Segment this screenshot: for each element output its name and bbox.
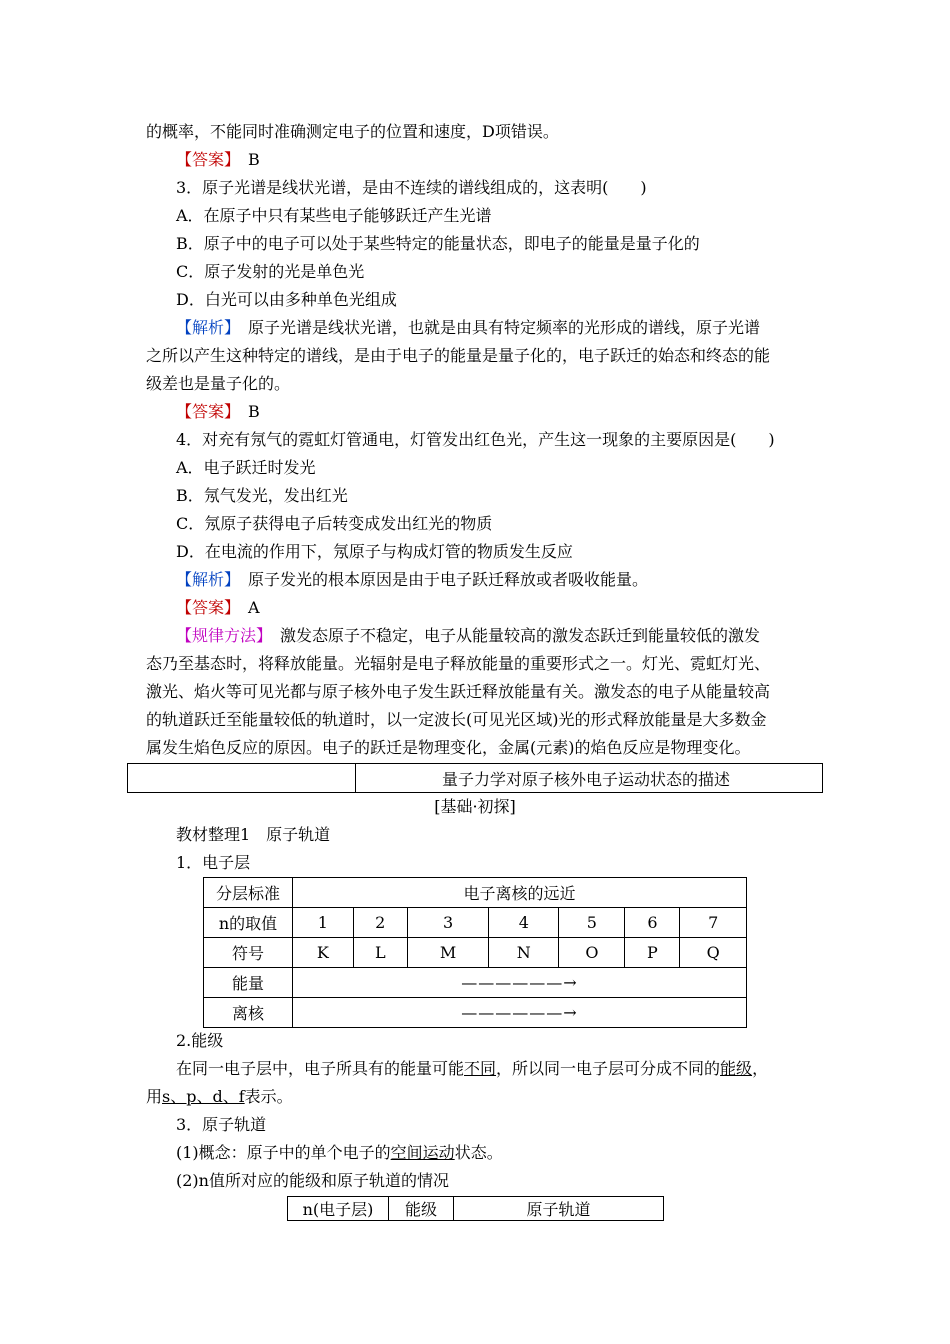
q4-answer: A [248,598,260,617]
n-value: 6 [625,908,680,938]
rule-line-5: 属发生焰色反应的原因。电子的跃迁是物理变化，金属(元素)的焰色反应是物理变化。 [146,738,751,757]
distance-arrow: ——————→ [293,998,747,1028]
q4-option-c: C．氖原子获得电子后转变成发出红光的物质 [176,514,493,533]
q3-analysis-3: 级差也是量子化的。 [146,374,291,393]
answer-tag: 【答案】 [176,402,233,421]
n-value: 1 [293,908,354,938]
orbital-heading: 3．原子轨道 [176,1115,267,1134]
symbol-value: M [407,938,488,968]
q3-stem: 3．原子光谱是线状光谱，是由不连续的谱线组成的，这表明( ) [176,178,647,197]
q2-tail: 的概率，不能同时准确测定电子的位置和速度，D项错误。 [146,122,559,141]
q4-option-d: D．在电流的作用下，氖原子与构成灯管的物质发生反应 [176,542,573,561]
symbol-value: Q [680,938,747,968]
n-value: 7 [680,908,747,938]
shell-table [203,877,747,1028]
q3-option-b: B．原子中的电子可以处于某些特定的能量状态，即电子的能量是量子化的 [176,234,700,253]
q3-option-d: D．白光可以由多种单色光组成 [176,290,397,309]
orbital-col-level: 能级 [389,1197,454,1221]
q4-option-a: A．电子跃迁时发光 [176,458,316,477]
n-value: 4 [489,908,559,938]
section-title-left-cell [128,764,356,793]
n-label: n的取值 [204,908,293,938]
q3-option-c: C．原子发射的光是单色光 [176,262,365,281]
shell-heading: 1．电子层 [176,853,251,872]
analysis-tag: 【解析】 [176,570,233,589]
orbital-table [287,1196,664,1221]
q2-answer-line [176,146,826,174]
rule-line-1: 【规律方法】 激发态原子不稳定，电子从能量较高的激发态跃迁到能量较低的激发 [176,626,761,645]
answer-tag: 【答案】 [176,150,233,169]
q3-analysis-2: 之所以产生这种特定的谱线，是由于电子的能量是量子化的，电子跃迁的始态和终态的能 [146,346,771,365]
q3-answer-line [176,398,826,426]
symbol-value: K [293,938,354,968]
orbital-sub2: (2)n值所对应的能级和原子轨道的情况 [176,1171,449,1190]
n-value: 2 [353,908,407,938]
n-value: 5 [559,908,625,938]
rule-line-4: 的轨道跃迁至能量较低的轨道时，以一定波长(可见光区域)光的形式释放能量是大多数金 [146,710,767,729]
q4-option-b: B．氖气发光，发出红光 [176,486,348,505]
symbol-value: L [353,938,407,968]
distance-label: 离核 [204,998,293,1028]
section-sub: [基础·初探] [434,797,516,816]
q4-answer-line [176,594,826,622]
orbital-col-orbital: 原子轨道 [454,1197,664,1221]
energy-arrow: ——————→ [293,968,747,998]
rule-line-2: 态乃至基态时，将释放能量。光辐射是电子释放能量的重要形式之一。灯光、霓虹灯光、 [146,654,771,673]
q4-analysis: 【解析】 原子发光的根本原因是由于电子跃迁释放或者吸收能量。 [176,570,649,589]
analysis-tag: 【解析】 [176,318,233,337]
q3-option-a: A．在原子中只有某些电子能够跃迁产生光谱 [176,206,492,225]
q3-answer: B [248,402,260,421]
underline-answer: 空间运动 [390,1143,455,1162]
symbol-value: O [559,938,625,968]
section-title: 量子力学对原子核外电子运动状态的描述 [356,764,823,793]
orbital-col-n: n(电子层) [288,1197,389,1221]
q3-analysis-1: 【解析】 原子光谱是线状光谱，也就是由具有特定频率的光形成的谱线，原子光谱 [176,318,761,337]
q2-answer: B [248,150,260,169]
section-title-box [127,763,823,793]
underline-answer: 不同 [464,1059,497,1078]
energy-label: 能量 [204,968,293,998]
symbol-value: N [489,938,559,968]
rule-line-3: 激光、焰火等可见光都与原子核外电子发生跃迁释放能量有关。激发态的电子从能量较高 [146,682,771,701]
shell-header-label: 分层标准 [204,878,293,908]
rule-tag: 【规律方法】 [176,626,265,645]
answer-tag: 【答案】 [176,598,233,617]
orbital-concept: (1)概念：原子中的单个电子的空间运动状态。 [176,1143,503,1162]
q4-stem: 4．对充有氖气的霓虹灯管通电，灯管发出红色光，产生这一现象的主要原因是( ) [176,430,775,449]
level-heading: 2.能级 [176,1031,224,1050]
material-title: 教材整理1 原子轨道 [176,825,331,844]
symbol-label: 符号 [204,938,293,968]
symbol-value: P [625,938,680,968]
level-line-1: 在同一电子层中，电子所具有的能量可能不同，所以同一电子层可分成不同的能级， [176,1059,769,1078]
underline-answer: s、p、d、f [162,1087,245,1106]
n-value: 3 [407,908,488,938]
level-line-2: 用s、p、d、f表示。 [146,1087,293,1106]
underline-answer: 能级 [720,1059,753,1078]
shell-header-value: 电子离核的远近 [293,878,747,908]
